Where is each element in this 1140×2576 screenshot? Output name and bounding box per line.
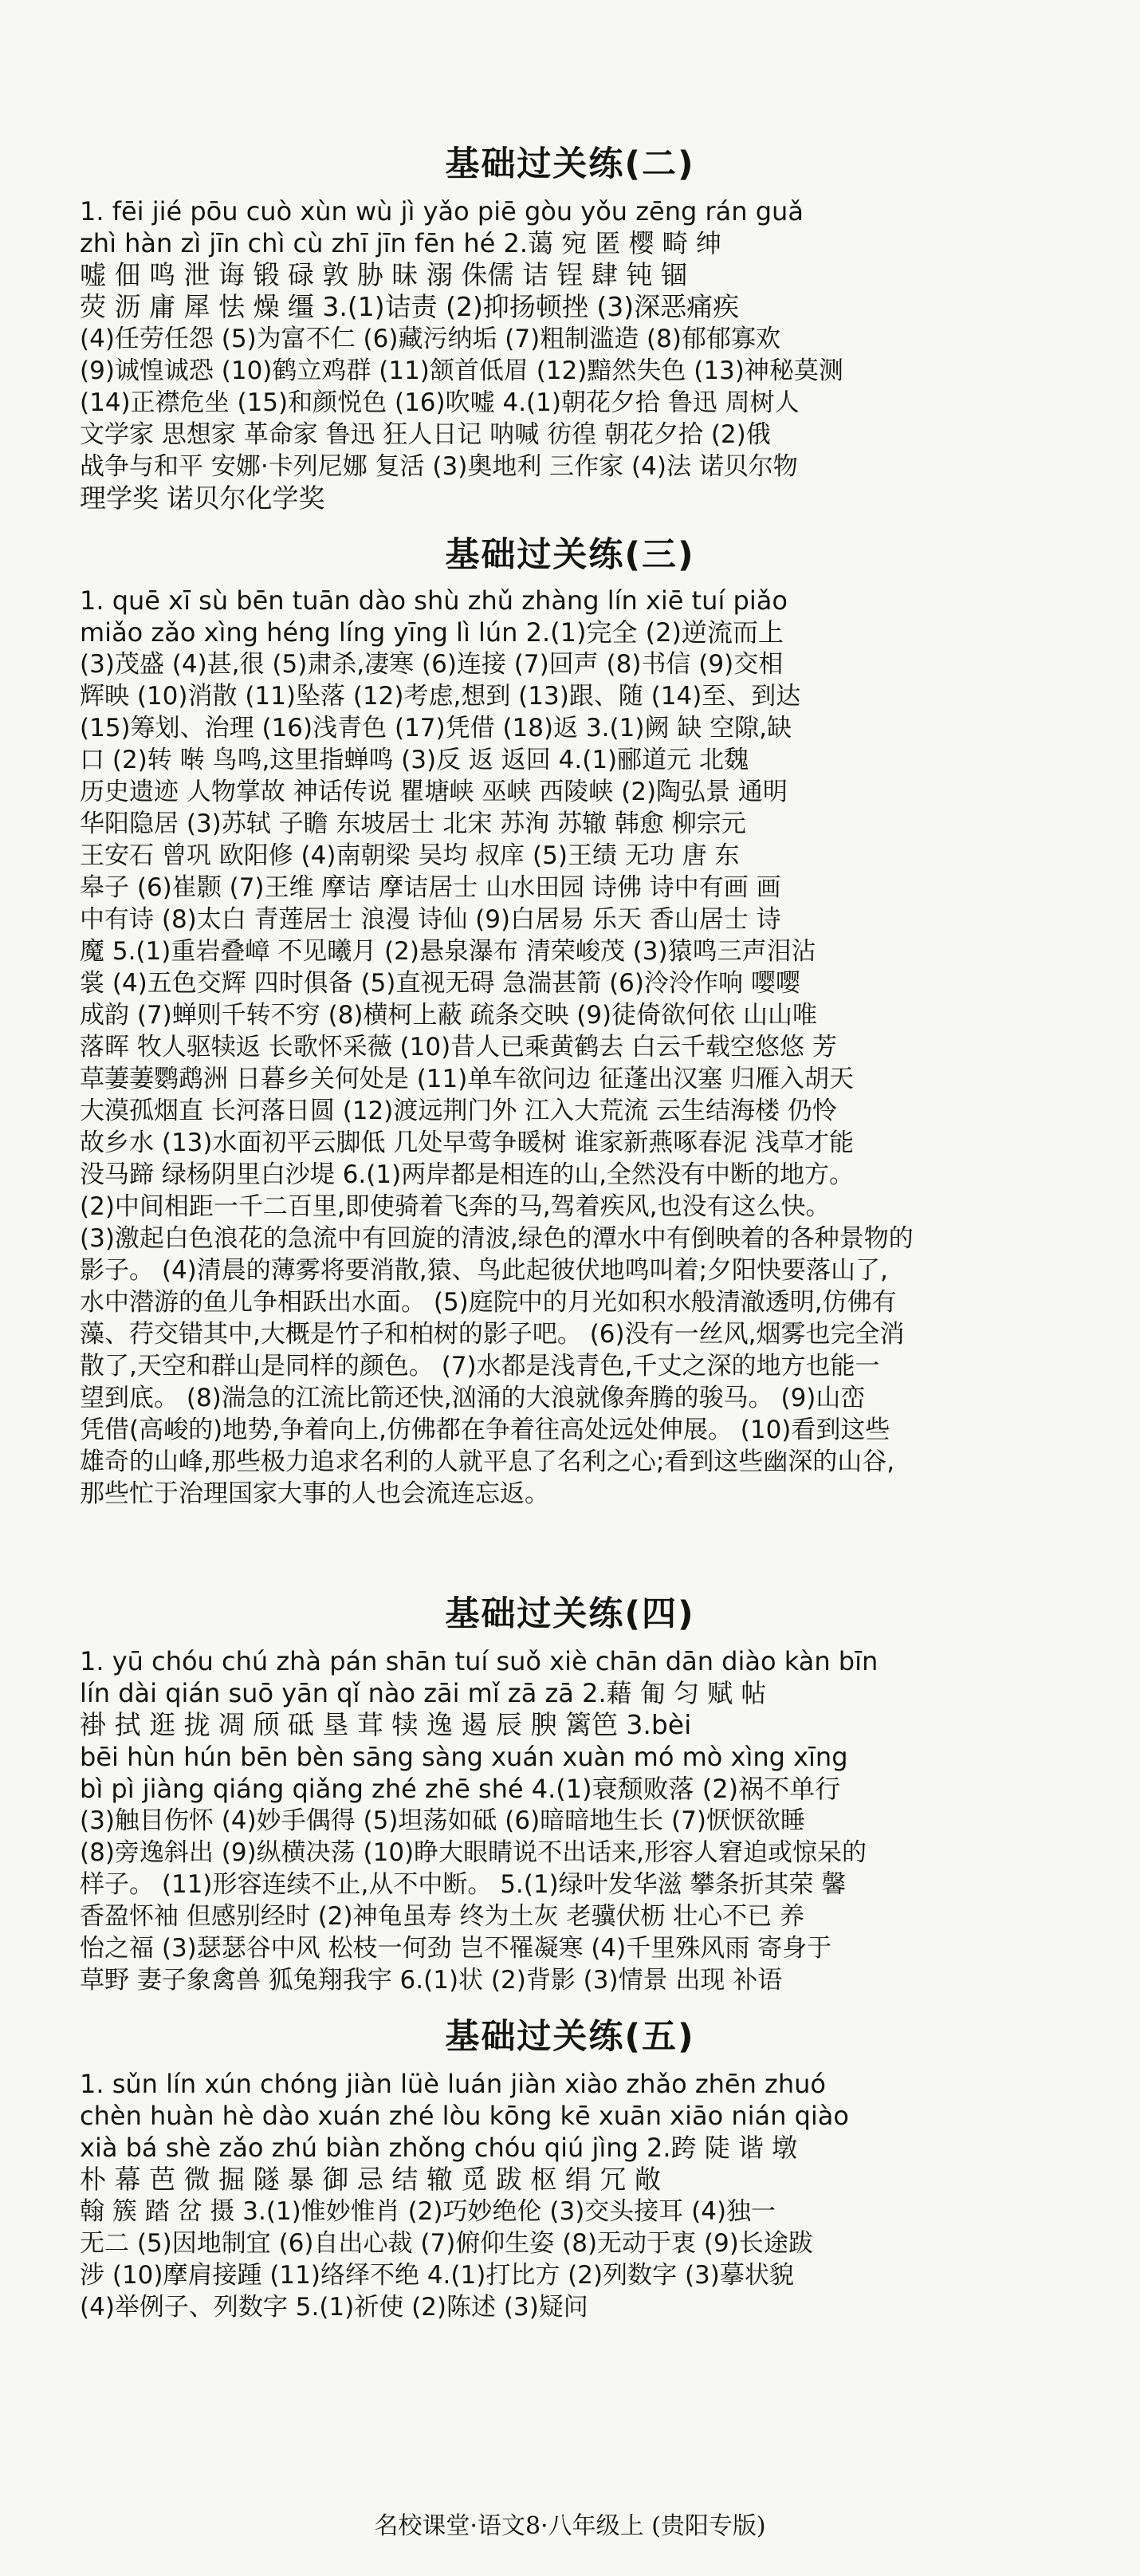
answer-line: 故乡水 (13)水面初平云脚低 几处早莺争暖树 谁家新燕啄春泥 浅草才能 bbox=[80, 1128, 855, 1157]
answer-line: 魔 5.(1)重岩叠嶂 不见曦月 (2)悬泉瀑布 清荣峻茂 (3)猿鸣三声泪沾 bbox=[80, 937, 816, 966]
answer-line: 草萋萋鹦鹉洲 日暮乡关何处是 (11)单车欲问边 征蓬出汉塞 归雁入胡天 bbox=[80, 1065, 855, 1093]
answer-line: 样子。 (11)形容连续不止,从不中断。 5.(1)绿叶发华滋 攀条折其荣 馨 bbox=[80, 1870, 847, 1899]
answer-line: 文学家 思想家 革命家 鲁迅 狂人日记 呐喊 彷徨 朝花夕拾 (2)俄 bbox=[80, 420, 771, 449]
page-footer: 名校课堂·语文8·八年级上 (贵阳专版) bbox=[374, 2512, 766, 2540]
answer-line: 藻、荇交错其中,大概是竹子和柏树的影子吧。 (6)没有一丝风,烟雾也完全消 bbox=[80, 1320, 905, 1349]
answer-line: 王安石 曾巩 欧阳修 (4)南朝梁 吴均 叔庠 (5)王绩 无功 唐 东 bbox=[80, 841, 740, 870]
answer-line: zhì hàn zì jīn chì cù zhī jīn fēn hé 2.蔼 宛 匿 樱 畸 绅 bbox=[80, 228, 721, 258]
answer-line: 辉映 (10)消散 (11)坠落 (12)考虑,想到 (13)跟、随 (14)至、到达 bbox=[80, 682, 801, 711]
answer-line: 皋子 (6)崔颢 (7)王维 摩诘 摩诘居士 山水田园 诗佛 诗中有画 画 bbox=[80, 873, 781, 902]
answer-line: (9)诚惶诚恐 (10)鹤立鸡群 (11)颔首低眉 (12)黯然失色 (13)神秘莫测 bbox=[80, 356, 843, 385]
section-title-3: 基础过关练(三) bbox=[445, 535, 695, 575]
answer-line: 华阳隐居 (3)苏轼 子瞻 东坡居士 北宋 苏洵 苏辙 韩愈 柳宗元 bbox=[80, 809, 746, 838]
answer-line: 1. yū chóu chú zhà pán shān tuí suǒ xiè chān dān diào kàn bīn bbox=[80, 1646, 879, 1676]
answer-line: 大漠孤烟直 长河落日圆 (12)渡远荆门外 江入大荒流 云生结海楼 仍怜 bbox=[80, 1097, 837, 1125]
answer-line: 荧 沥 庸 犀 怯 燥 缰 3.(1)诘责 (2)抑扬顿挫 (3)深恶痛疾 bbox=[80, 291, 740, 322]
answer-line: 1. sǔn lín xún chóng jiàn lüè luán jiàn xiào zhǎo zhēn zhuó bbox=[80, 2069, 826, 2099]
answer-line: 口 (2)转 啭 鸟鸣,这里指蝉鸣 (3)反 返 返回 4.(1)郦道元 北魏 bbox=[80, 746, 749, 774]
answer-line: 裳 (4)五色交辉 四时俱备 (5)直视无碍 急湍甚箭 (6)泠泠作响 嘤嘤 bbox=[80, 969, 800, 998]
section-title-5: 基础过关练(五) bbox=[445, 2017, 695, 2057]
answer-line: 无二 (5)因地制宜 (6)自出心裁 (7)俯仰生姿 (8)无动于衷 (9)长途跋 bbox=[80, 2229, 813, 2258]
answer-line: (4)任劳任怨 (5)为富不仁 (6)藏污纳垢 (7)粗制滥造 (8)郁郁寡欢 bbox=[80, 325, 780, 353]
answer-line: (4)举例子、列数字 5.(1)祈使 (2)陈述 (3)疑问 bbox=[80, 2293, 588, 2322]
answer-line: 那些忙于治理国家大事的人也会流连忘返。 bbox=[80, 1479, 549, 1508]
answer-line: (3)激起白色浪花的急流中有回旋的清波,绿色的潭水中有倒映着的各种景物的 bbox=[80, 1224, 914, 1253]
answer-line: 涉 (10)摩肩接踵 (11)络绎不绝 4.(1)打比方 (2)列数字 (3)摹状貌 bbox=[80, 2261, 794, 2290]
answer-line: 怡之福 (3)瑟瑟谷中风 松枝一何劲 岂不罹凝寒 (4)千里殊风雨 寄身于 bbox=[80, 1934, 832, 1963]
answer-line: 褂 拭 逛 拢 凋 颀 砥 垦 茸 犊 逸 遏 辰 腴 篱笆 3.bèi bbox=[80, 1709, 692, 1740]
answer-line: 影子。 (4)清晨的薄雾将要消散,猿、鸟此起彼伏地鸣叫着;夕阳快要落山了, bbox=[80, 1256, 888, 1285]
answer-line: 嘘 佃 鸣 泄 诲 锻 碌 敦 胁 昧 溺 侏儒 诘 锃 肆 钝 锢 bbox=[80, 259, 687, 290]
answer-line: 朴 幕 芭 微 掘 隧 暴 御 忌 结 辙 觅 跋 枢 绢 冗 敞 bbox=[80, 2164, 661, 2195]
answer-line: 1. quē xī sù bēn tuān dào shù zhǔ zhàng lín xiē tuí piǎo bbox=[80, 585, 788, 616]
answer-line: 水中潜游的鱼儿争相跃出水面。 (5)庭院中的月光如积水般清澈透明,仿佛有 bbox=[80, 1288, 897, 1317]
answer-line: 中有诗 (8)太白 青莲居士 浪漫 诗仙 (9)白居易 乐天 香山居士 诗 bbox=[80, 905, 781, 934]
answer-line: 翰 簇 踏 岔 摄 3.(1)惟妙惟肖 (2)巧妙绝伦 (3)交头接耳 (4)独一 bbox=[80, 2197, 776, 2226]
answer-line: lín dài qián suō yān qǐ nào zāi mǐ zā zā 2.藉 匍 匀 赋 帖 bbox=[80, 1678, 767, 1708]
answer-line: bì pì jiàng qiáng qiǎng zhé zhē shé 4.(1)衰颓败落 (2)祸不单行 bbox=[80, 1774, 841, 1804]
answer-line: 凭借(高峻的)地势,争着向上,仿佛都在争着往高处远处伸展。 (10)看到这些 bbox=[80, 1416, 890, 1444]
answer-line: 理学奖 诺贝尔化学奖 bbox=[80, 483, 325, 514]
answer-line: xià bá shè zǎo zhú biàn zhǒng chóu qiú jìng 2.跨 陡 谐 墩 bbox=[80, 2133, 798, 2163]
answer-line: (15)筹划、治理 (16)浅青色 (17)凭借 (18)返 3.(1)阙 缺 空隙,缺 bbox=[80, 714, 792, 742]
section-title-4: 基础过关练(四) bbox=[445, 1594, 695, 1634]
answer-line: (8)旁逸斜出 (9)纵横决荡 (10)睁大眼睛说不出话来,形容人窘迫或惊呆的 bbox=[80, 1838, 867, 1867]
answer-line: 雄奇的山峰,那些极力追求名利的人就平息了名利之心;看到这些幽深的山谷, bbox=[80, 1448, 895, 1476]
answer-line: 散了,天空和群山是同样的颜色。 (7)水都是浅青色,千丈之深的地方也能一 bbox=[80, 1352, 880, 1381]
answer-line: miǎo zǎo xìng héng líng yīng lì lún 2.(1)完全 (2)逆流而上 bbox=[80, 617, 784, 648]
answer-line: 战争与和平 安娜·卡列尼娜 复活 (3)奥地利 三作家 (4)法 诺贝尔物 bbox=[80, 452, 798, 481]
answer-line: 草野 妻子象禽兽 狐兔翔我宇 6.(1)状 (2)背影 (3)情景 出现 补语 bbox=[80, 1966, 783, 1995]
answer-line: (2)中间相距一千二百里,即使骑着飞奔的马,驾着疾风,也没有这么快。 bbox=[80, 1192, 831, 1221]
answer-line: bēi hùn hún bēn bèn sāng sàng xuán xuàn mó mò xìng xīng bbox=[80, 1742, 848, 1772]
answer-line: 历史遗迹 人物掌故 神话传说 瞿塘峡 巫峡 西陵峡 (2)陶弘景 通明 bbox=[80, 778, 788, 806]
answer-line: 香盈怀袖 但感别经时 (2)神龟虽寿 终为土灰 老骥伏枥 壮心不已 养 bbox=[80, 1902, 805, 1931]
section-title-2: 基础过关练(二) bbox=[445, 144, 695, 184]
answer-line: (3)茂盛 (4)甚,很 (5)肃杀,凄寒 (6)连接 (7)回声 (8)书信 (9)交相 bbox=[80, 650, 784, 679]
answer-line: 望到底。 (8)湍急的江流比箭还快,汹涌的大浪就像奔腾的骏马。 (9)山峦 bbox=[80, 1384, 866, 1412]
answer-line: 落晖 牧人驱犊返 长歌怀采薇 (10)昔人已乘黄鹤去 白云千载空悠悠 芳 bbox=[80, 1033, 837, 1062]
answer-line: (14)正襟危坐 (15)和颜悦色 (16)吹嘘 4.(1)朝花夕拾 鲁迅 周树人 bbox=[80, 388, 800, 417]
answer-line: chèn huàn hè dào xuán zhé lòu kōng kē xuān xiāo nián qiào bbox=[80, 2101, 849, 2131]
answer-line: 没马蹄 绿杨阴里白沙堤 6.(1)两岸都是相连的山,全然没有中断的地方。 bbox=[80, 1160, 855, 1189]
answer-line: (3)触目伤怀 (4)妙手偶得 (5)坦荡如砥 (6)暗暗地生长 (7)恹恹欲睡 bbox=[80, 1806, 805, 1835]
answer-line: 1. fēi jié pōu cuò xùn wù jì yǎo piē gòu yǒu zēng rán guǎ bbox=[80, 196, 804, 226]
answer-line: 成韵 (7)蝉则千转不穷 (8)横柯上蔽 疏条交映 (9)徒倚欲何依 山山唯 bbox=[80, 1001, 818, 1030]
